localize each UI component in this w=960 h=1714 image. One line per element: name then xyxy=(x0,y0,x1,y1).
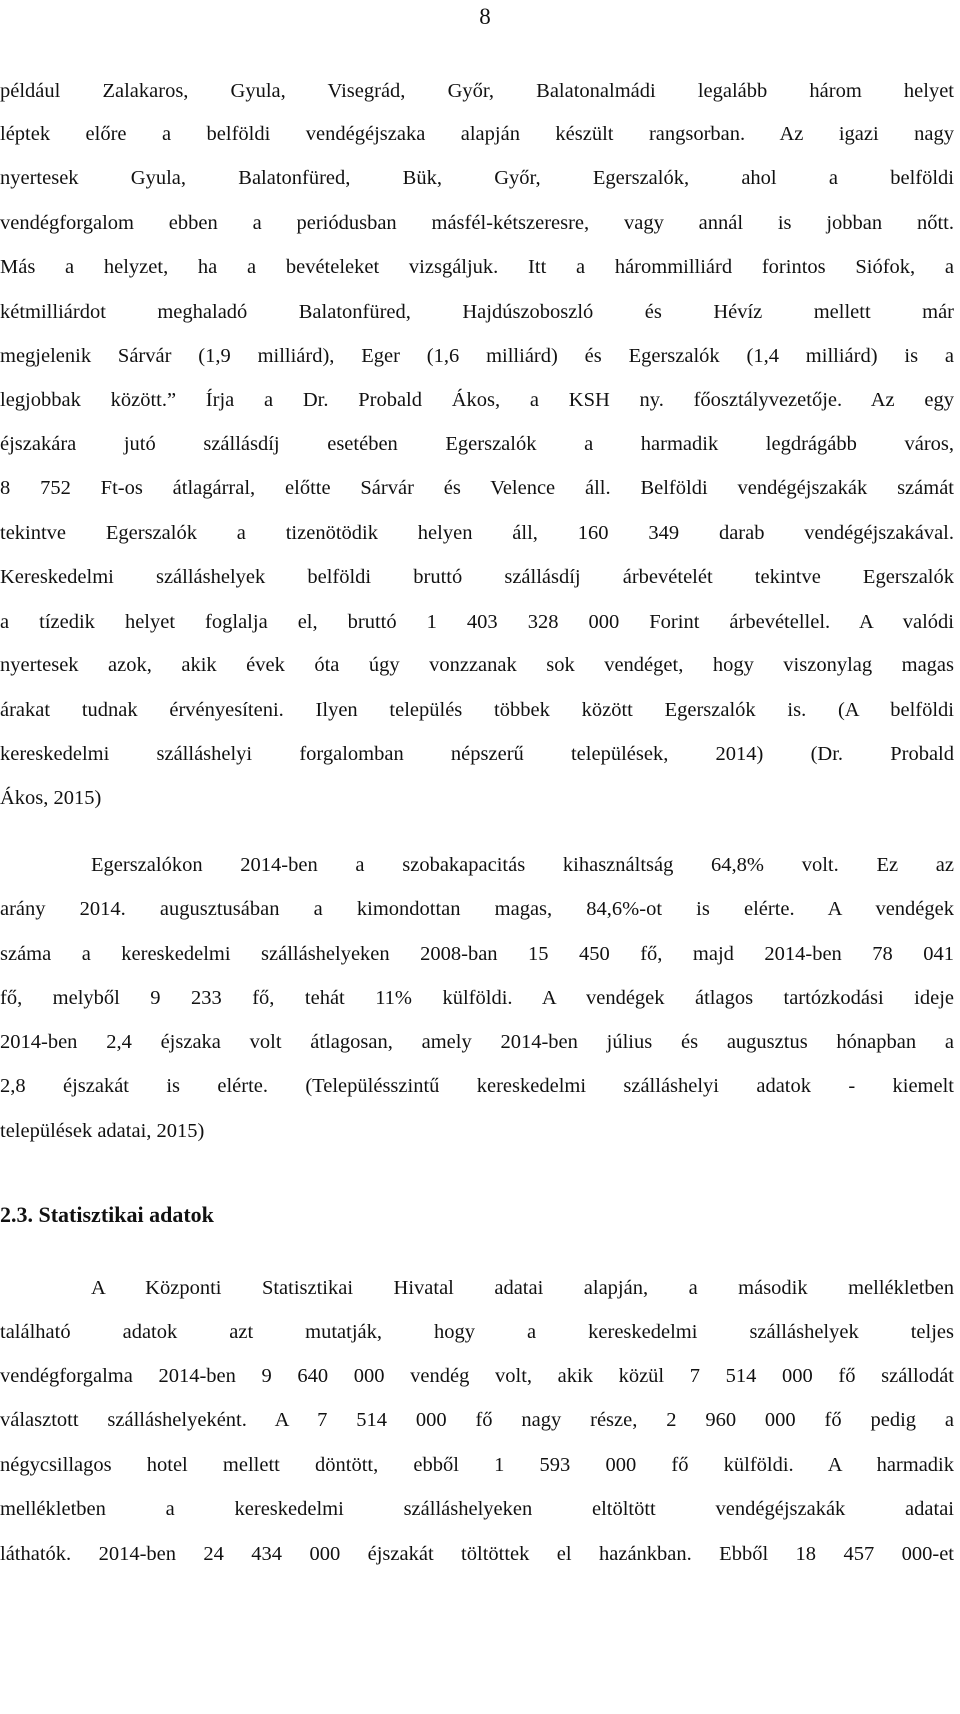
text-line: négycsillagos hotel mellett döntött, ebből 1 593 000 fő külföldi. A harmadik xyxy=(0,1454,954,1476)
text-line: Ákos, 2015) xyxy=(0,787,102,809)
text-line: éjszakára jutó szállásdíj esetében Egerszalók a harmadik legdrágább város, xyxy=(0,433,954,455)
text-line: 8 752 Ft-os átlagárral, előtte Sárvár és Velence áll. Belföldi vendégéjszakák számát xyxy=(0,477,954,499)
text-line: kereskedelmi szálláshelyi forgalomban népszerű települések, 2014) (Dr. Probald xyxy=(0,743,954,765)
text-line: Egerszalókon 2014-ben a szobakapacitás kihasználtság 64,8% volt. Ez az xyxy=(91,854,954,876)
text-line: 2014-ben 2,4 éjszaka volt átlagosan, amely 2014-ben július és augusztus hónapban a xyxy=(0,1031,954,1053)
text-line: árakat tudnak érvényesíteni. Ilyen település többek között Egerszalók is. (A belföldi xyxy=(0,699,954,721)
text-line: nyertesek Gyula, Balatonfüred, Bük, Győr, Egerszalók, ahol a belföldi xyxy=(0,167,954,189)
page-number: 8 xyxy=(479,4,491,29)
text-line: fő, melyből 9 233 fő, tehát 11% külföldi. A vendégek átlagos tartózkodási ideje xyxy=(0,987,954,1009)
section-heading: 2.3. Statisztikai adatok xyxy=(0,1202,214,1227)
text-line: például Zalakaros, Gyula, Visegrád, Győr, Balatonalmádi legalább három helyet xyxy=(0,80,954,102)
text-line: a tízedik helyet foglalja el, bruttó 1 403 328 000 Forint árbevétellel. A valódi xyxy=(0,611,954,633)
text-line: tekintve Egerszalók a tizenötödik helyen áll, 160 349 darab vendégéjszakával. xyxy=(0,522,954,544)
text-line: vendégforgalom ebben a periódusban másfél-kétszeresre, vagy annál is jobban nőtt. xyxy=(0,212,954,234)
text-line: található adatok azt mutatják, hogy a kereskedelmi szálláshelyek teljes xyxy=(0,1321,954,1343)
text-line: megjelenik Sárvár (1,9 milliárd), Eger (1,6 milliárd) és Egerszalók (1,4 milliárd) is a xyxy=(0,345,954,367)
text-line: léptek előre a belföldi vendégéjszaka alapján készült rangsorban. Az igazi nagy xyxy=(0,123,954,145)
text-line: települések adatai, 2015) xyxy=(0,1120,205,1142)
text-line: Kereskedelmi szálláshelyek belföldi bruttó szállásdíj árbevételét tekintve Egerszalók xyxy=(0,566,954,588)
text-line: nyertesek azok, akik évek óta úgy vonzzanak sok vendéget, hogy viszonylag magas xyxy=(0,654,954,676)
text-line: Más a helyzet, ha a bevételeket vizsgáljuk. Itt a hárommilliárd forintos Siófok, a xyxy=(0,256,954,278)
text-line: 2,8 éjszakát is elérte. (Településszintű kereskedelmi szálláshelyi adatok - kiemelt xyxy=(0,1075,954,1097)
text-line: arány 2014. augusztusában a kimondottan magas, 84,6%-ot is elérte. A vendégek xyxy=(0,898,954,920)
text-line: száma a kereskedelmi szálláshelyeken 2008-ban 15 450 fő, majd 2014-ben 78 041 xyxy=(0,943,954,965)
text-line: láthatók. 2014-ben 24 434 000 éjszakát töltöttek el hazánkban. Ebből 18 457 000-et xyxy=(0,1543,954,1565)
text-line: vendégforgalma 2014-ben 9 640 000 vendég volt, akik közül 7 514 000 fő szállodát xyxy=(0,1365,954,1387)
text-line: választott szálláshelyeként. A 7 514 000 fő nagy része, 2 960 000 fő pedig a xyxy=(0,1409,954,1431)
text-line: mellékletben a kereskedelmi szálláshelyeken eltöltött vendégéjszakák adatai xyxy=(0,1498,954,1520)
text-line: kétmilliárdot meghaladó Balatonfüred, Hajdúszoboszló és Hévíz mellett már xyxy=(0,301,954,323)
text-line: A Központi Statisztikai Hivatal adatai alapján, a második mellékletben xyxy=(91,1277,954,1299)
text-line: legjobbak között.” Írja a Dr. Probald Ákos, a KSH ny. főosztályvezetője. Az egy xyxy=(0,389,954,411)
